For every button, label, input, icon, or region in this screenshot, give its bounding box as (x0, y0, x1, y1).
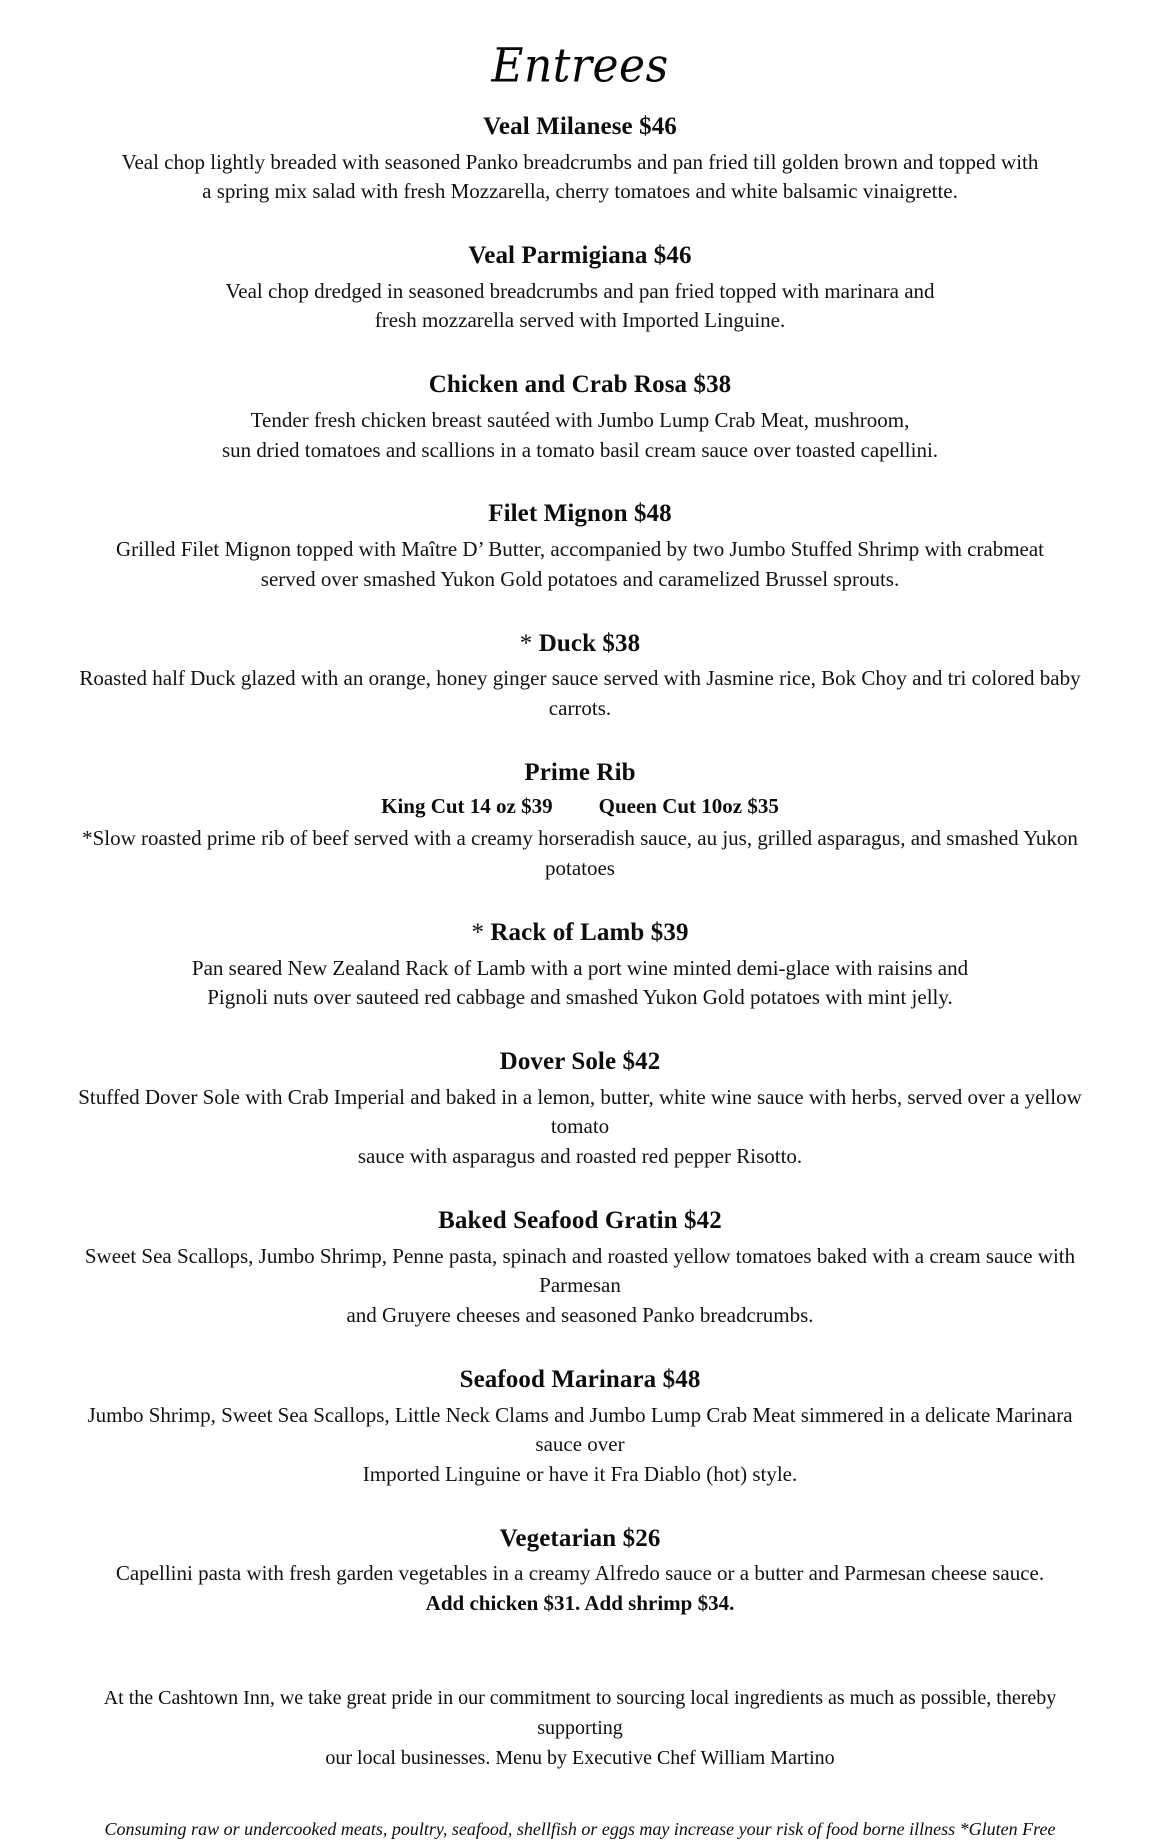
asterisk-marker: * (471, 919, 491, 947)
menu-item (68, 1047, 1092, 1172)
menu-item (68, 1524, 1092, 1619)
sourcing-note (68, 1683, 1092, 1773)
menu-item (68, 918, 1092, 1013)
menu-item-description (68, 1401, 1092, 1490)
menu-item (68, 1365, 1092, 1490)
sourcing-note-line: our local businesses. Menu by Executive Chef William Martino (325, 1747, 835, 1770)
sourcing-note-line: At the Cashtown Inn, we take great pride in our commitment to sourcing local ingredients as much as possible, thereby supporting (103, 1687, 1057, 1740)
description-line: Pan seared New Zealand Rack of Lamb with a port wine minted demi-glace with raisins and (191, 955, 969, 980)
menu-item-name-text: Rack of Lamb $39 (490, 919, 689, 947)
cut-option-king: King Cut 14 oz $39 (381, 794, 553, 819)
menu-item-description (68, 824, 1092, 884)
asterisk-marker: * (519, 629, 539, 657)
menu-content (68, 0, 1092, 1842)
menu-item-description (68, 1242, 1092, 1331)
description-line: Tender fresh chicken breast sautéed with Jumbo Lump Crab Meat, mushroom, (250, 407, 910, 432)
description-line: Imported Linguine or have it Fra Diablo (hot) style. (362, 1462, 798, 1487)
menu-item-description (68, 1083, 1092, 1172)
description-line: fresh mozzarella served with Imported Linguine. (374, 308, 786, 333)
description-line: Sweet Sea Scallops, Jumbo Shrimp, Penne pasta, spinach and roasted yellow tomatoes baked with a cream sauce with Parmesan (84, 1243, 1076, 1298)
menu-item-name: Vegetarian $26 (499, 1524, 661, 1552)
description-line: Stuffed Dover Sole with Crab Imperial and baked in a lemon, butter, white wine sauce with herbs, served over a yellow tomato (78, 1084, 1082, 1139)
menu-item (68, 370, 1092, 465)
menu-item-name: Veal Parmigiana $46 (468, 242, 692, 270)
menu-item-name: Dover Sole $42 (499, 1048, 661, 1076)
prime-rib-cuts (68, 793, 1092, 820)
menu-item (68, 241, 1092, 336)
description-line: sauce with asparagus and roasted red pepper Risotto. (357, 1144, 803, 1169)
cut-option-queen: Queen Cut 10oz $35 (598, 794, 779, 819)
menu-item-description (68, 535, 1092, 595)
menu-item-description (68, 148, 1092, 208)
menu-item-name-text: Duck $38 (538, 629, 641, 657)
menu-item-description (68, 954, 1092, 1014)
menu-item-name: Prime Rib (524, 758, 636, 786)
menu-item-name (68, 918, 1092, 948)
menu-item-description (68, 664, 1092, 724)
menu-item-name: Veal Milanese $46 (483, 113, 677, 140)
description-line: Jumbo Shrimp, Sweet Sea Scallops, Little Neck Clams and Jumbo Lump Crab Meat simmered in a delicate Marinara sauce over (87, 1402, 1073, 1457)
page-title: Entrees (491, 39, 669, 94)
description-line: *Slow roasted prime rib of beef served with a creamy horseradish sauce, au jus, grilled asparagus, and smashed Yukon potatoes (82, 826, 1078, 881)
menu-item (68, 112, 1092, 207)
description-line: Veal chop dredged in seasoned breadcrumbs and pan fried topped with marinara and (225, 278, 935, 303)
menu-item-description (68, 277, 1092, 337)
menu-item-name: Seafood Marinara $48 (459, 1366, 701, 1394)
menu-item-name: Baked Seafood Gratin $42 (438, 1207, 722, 1235)
menu-item-name: Filet Mignon $48 (488, 500, 672, 528)
description-line: sun dried tomatoes and scallions in a tomato basil cream sauce over toasted capellini. (221, 437, 939, 462)
description-line: Grilled Filet Mignon topped with Maître D’ Butter, accompanied by two Jumbo Stuffed Shrimp with crabmeat (115, 536, 1045, 561)
description-line: and Gruyere cheeses and seasoned Panko breadcrumbs. (346, 1303, 814, 1328)
menu-item (68, 629, 1092, 724)
menu-item-addons: Add chicken $31. Add shrimp $34. (425, 1591, 735, 1616)
menu-item-description (68, 406, 1092, 466)
description-line: Veal chop lightly breaded with seasoned Panko breadcrumbs and pan fried till golden brown and topped with (121, 149, 1039, 174)
description-line: Capellini pasta with fresh garden vegetables in a creamy Alfredo sauce or a butter and Parmesan cheese sauce. (115, 1561, 1045, 1586)
description-line: Pignoli nuts over sauteed red cabbage and smashed Yukon Gold potatoes with mint jelly. (207, 985, 953, 1010)
menu-item (68, 499, 1092, 594)
description-line: Roasted half Duck glazed with an orange, honey ginger sauce served with Jasmine rice, Bok Choy and tri colored baby carrots. (79, 666, 1081, 720)
menu-item (68, 758, 1092, 884)
menu-item-description (68, 1559, 1092, 1589)
description-line: a spring mix salad with fresh Mozzarella, cherry tomatoes and white balsamic vinaigrette. (202, 179, 958, 204)
footer (68, 1683, 1092, 1842)
description-line: served over smashed Yukon Gold potatoes and caramelized Brussel sprouts. (260, 566, 900, 591)
health-disclaimer: Consuming raw or undercooked meats, poultry, seafood, shellfish or eggs may increase your risk of food borne illness *Gluten Free (104, 1819, 1056, 1840)
menu-item-name: Chicken and Crab Rosa $38 (428, 371, 732, 399)
menu-item-name (68, 629, 1092, 659)
menu-item (68, 1206, 1092, 1331)
